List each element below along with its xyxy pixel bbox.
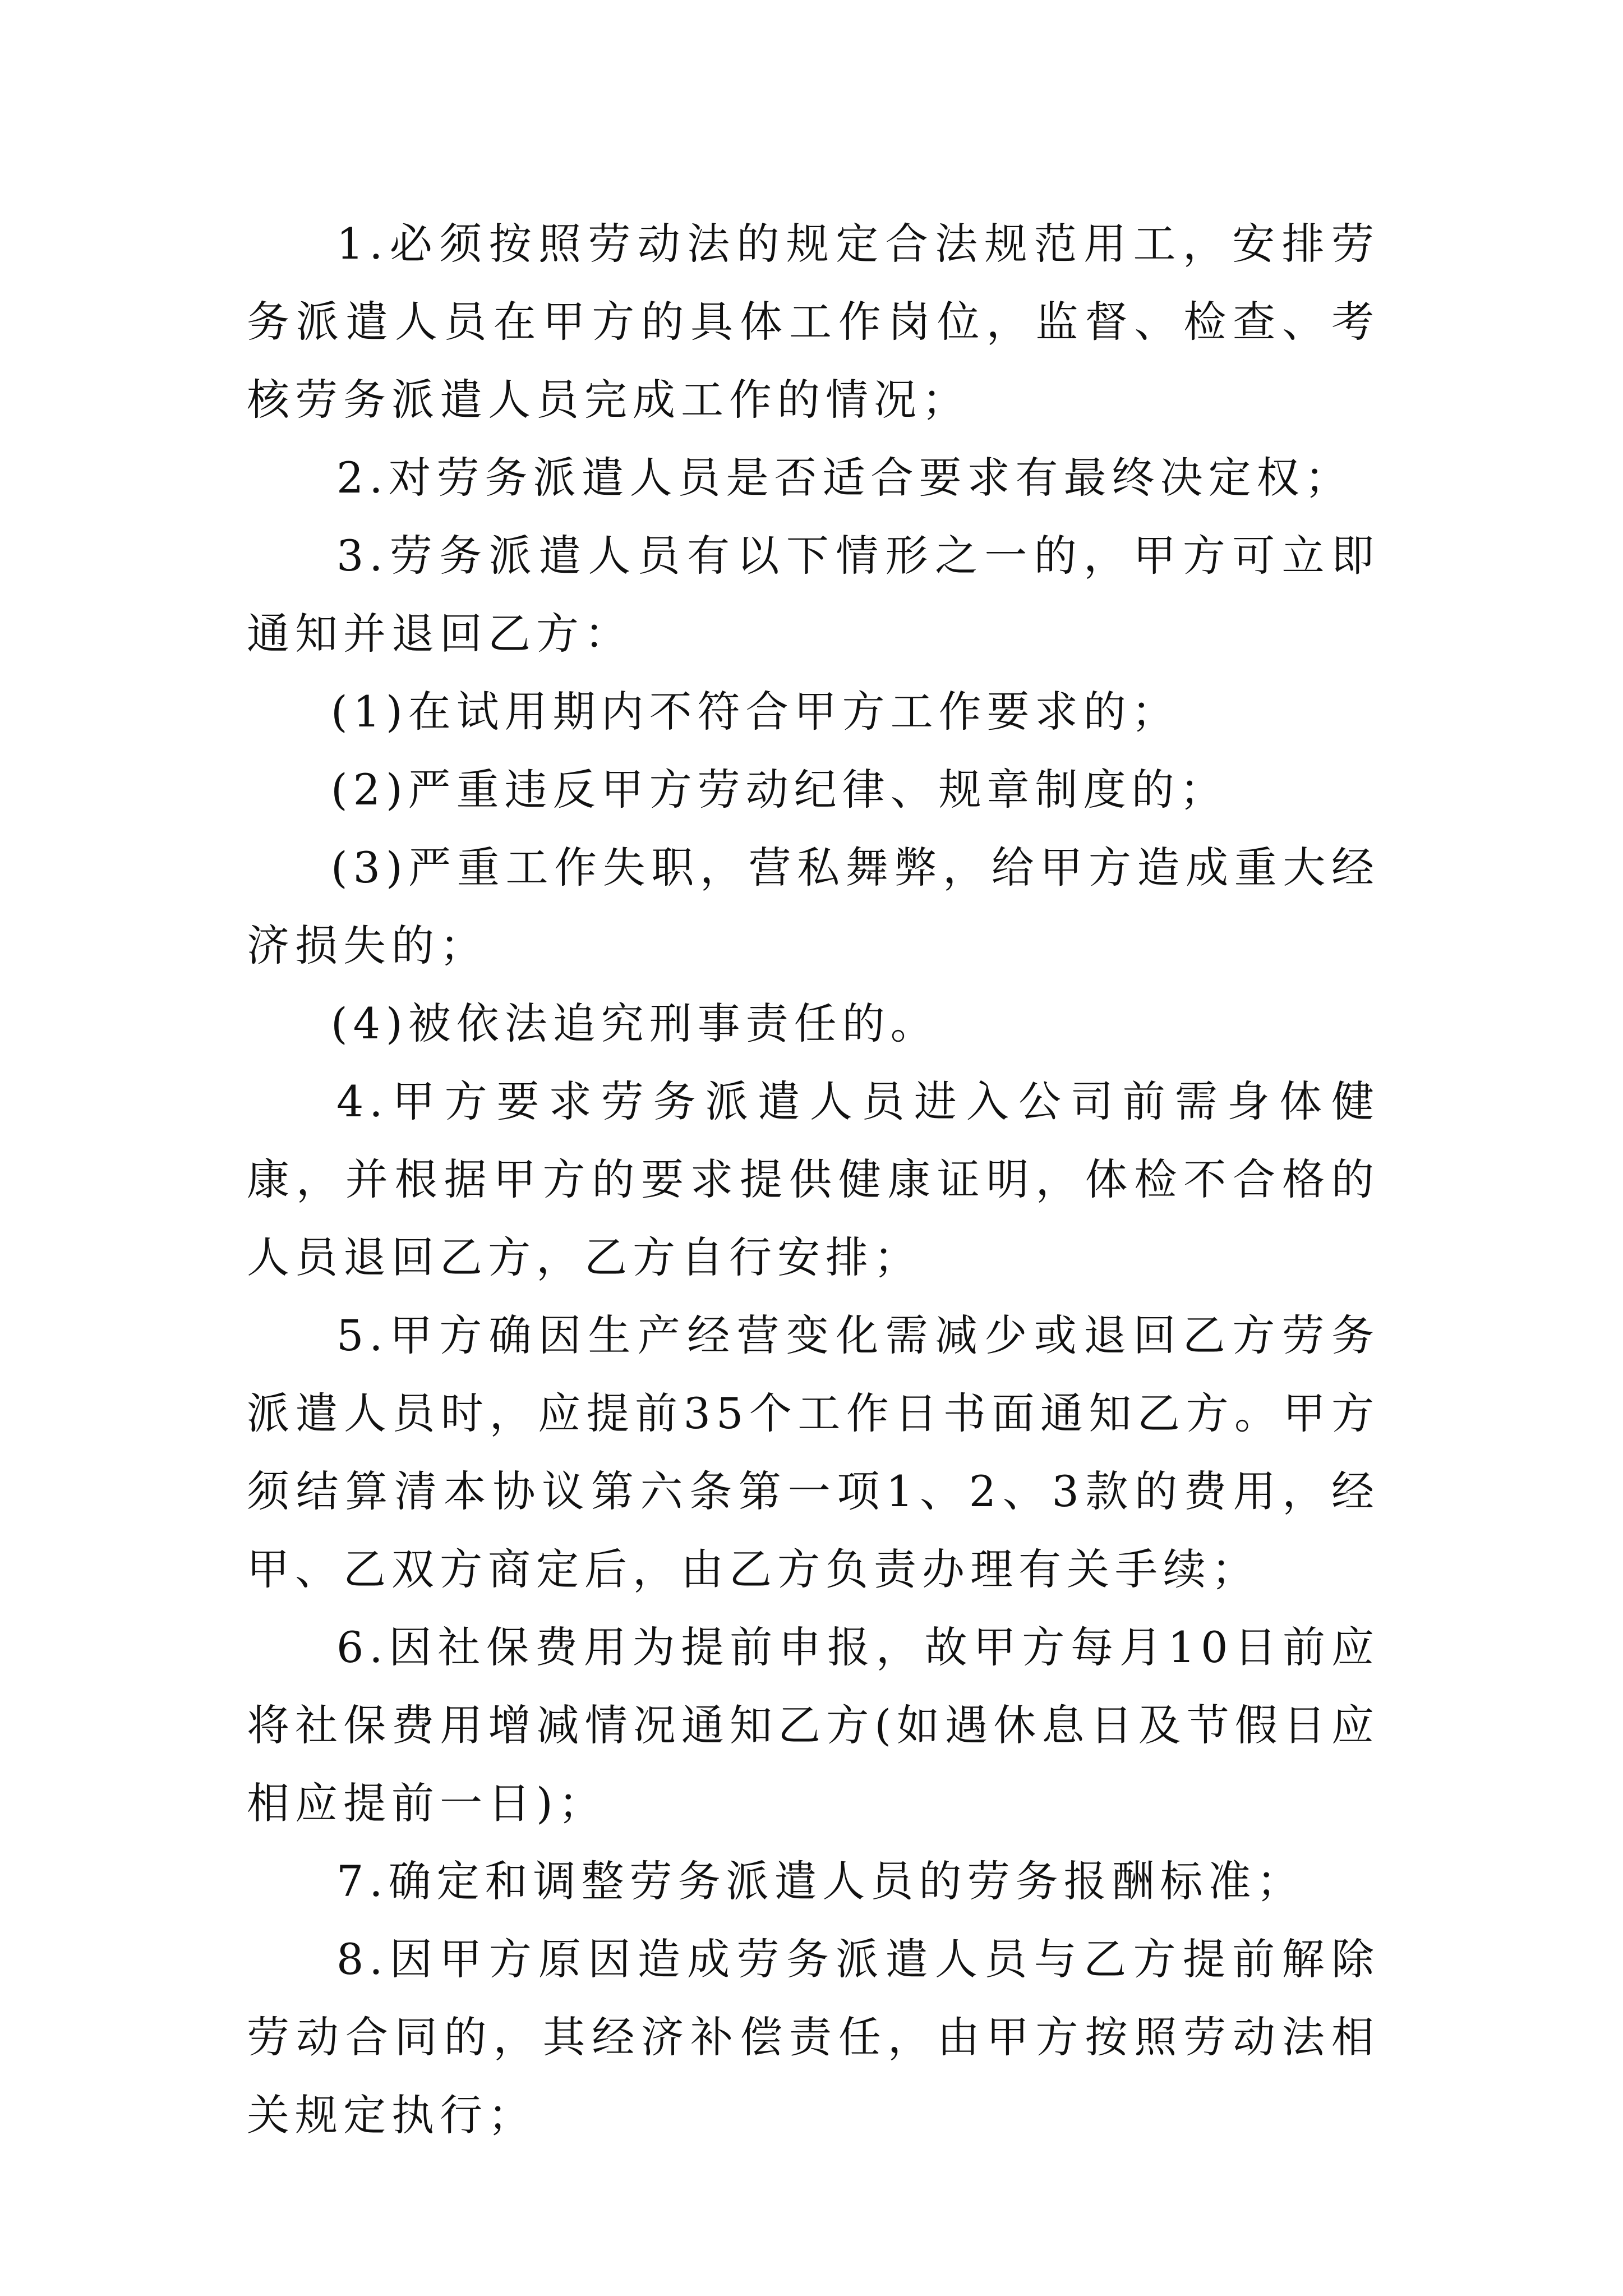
- document-body: [247, 205, 1380, 2154]
- paragraph-item-6: 6.因社保费用为提前申报，故甲方每月10日前应将社保费用增减情况通知乙方(如遇休息日及节假日应相应提前一日)；: [247, 1622, 1380, 1828]
- paragraph-item-1: 1.必须按照劳动法的规定合法规范用工，安排劳务派遣人员在甲方的具体工作岗位，监督、检查、考核劳务派遣人员完成工作的情况；: [247, 219, 1380, 425]
- paragraph-item-3: 3.劳务派遣人员有以下情形之一的，甲方可立即通知并退回乙方：: [247, 531, 1380, 659]
- paragraph-item-8: 8.因甲方原因造成劳务派遣人员与乙方提前解除劳动合同的，其经济补偿责任，由甲方按照劳动法相关规定执行；: [247, 1934, 1380, 2140]
- paragraph-subitem-2: (2)严重违反甲方劳动纪律、规章制度的；: [331, 765, 1228, 815]
- paragraph-subitem-3: (3)严重工作失职，营私舞弊，给甲方造成重大经济损失的；: [247, 843, 1380, 970]
- paragraph-item-7: 7.确定和调整劳务派遣人员的劳务报酬标准；: [336, 1856, 1305, 1906]
- paragraph-item-4: 4.甲方要求劳务派遣人员进入公司前需身体健康，并根据甲方的要求提供健康证明，体检不合格的人员退回乙方，乙方自行安排；: [247, 1076, 1380, 1282]
- paragraph-subitem-4: (4)被依法追究刑事责任的。: [331, 999, 939, 1048]
- paragraph-item-2: 2.对劳务派遣人员是否适合要求有最终决定权；: [336, 453, 1353, 503]
- paragraph-subitem-1: (1)在试用期内不符合甲方工作要求的；: [331, 687, 1180, 737]
- paragraph-item-5: 5.甲方确因生产经营变化需减少或退回乙方劳务派遣人员时，应提前35个工作日书面通知乙方。甲方须结算清本协议第六条第一项1、2、3款的费用，经甲、乙双方商定后，由乙方负责办理有关手续；: [247, 1310, 1380, 1594]
